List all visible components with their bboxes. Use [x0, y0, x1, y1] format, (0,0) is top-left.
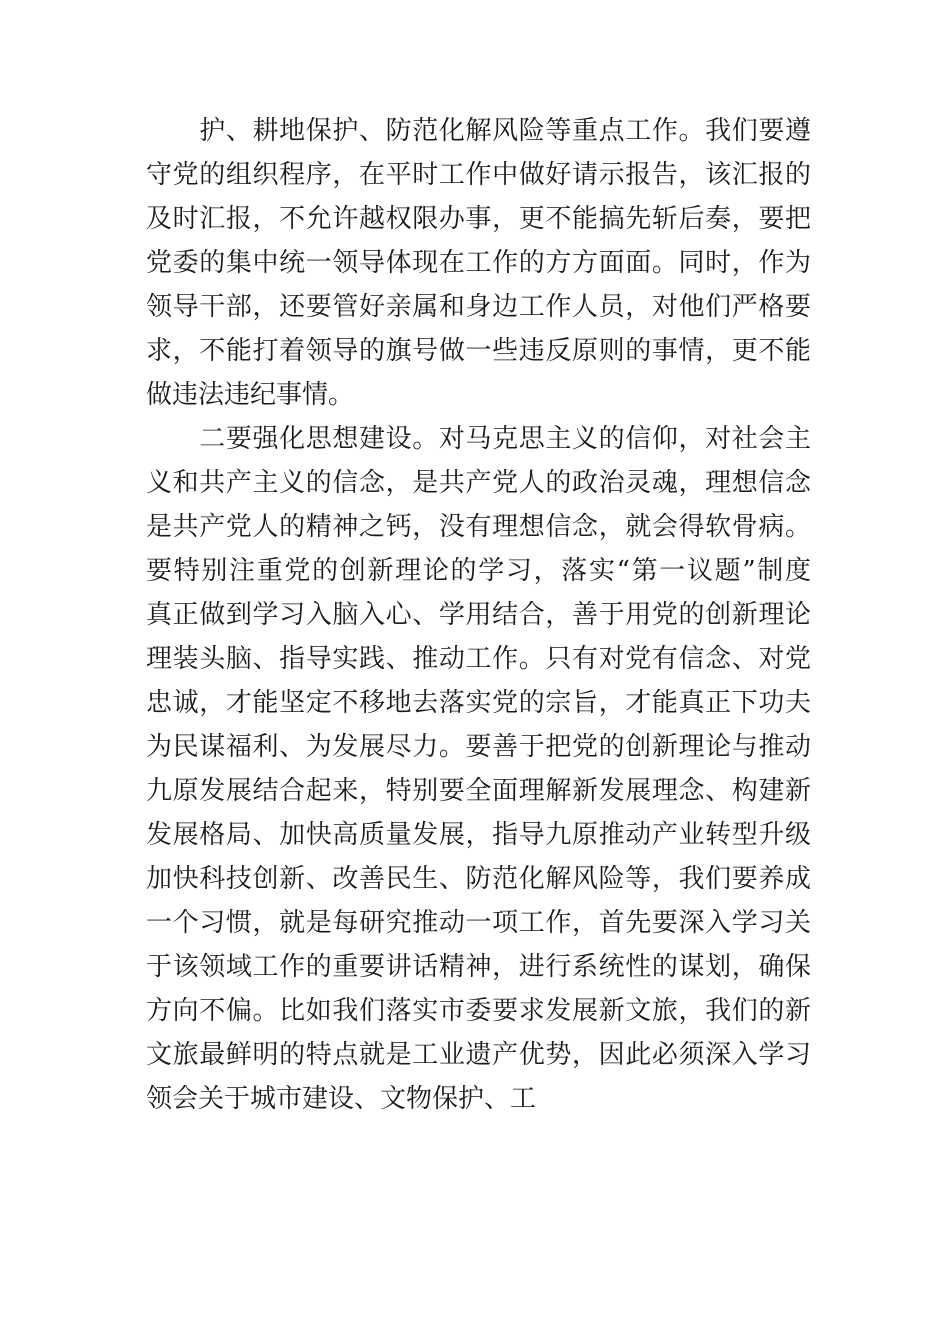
text-line: 求，不能打着领导的旗号做一些违反原则的事情，更不能	[146, 336, 811, 366]
text-line: 理装头脑、指导实践、推动工作。只有对党有信念、对党	[146, 644, 811, 674]
text-line: 领导干部，还要管好亲属和身边工作人员，对他们严格要	[146, 292, 811, 322]
text-line: 九原发展结合起来，特别要全面理解新发展理念、构建新	[146, 776, 811, 806]
text-line: 方向不偏。比如我们落实市委要求发展新文旅，我们的新	[146, 996, 811, 1026]
text-line: 党委的集中统一领导体现在工作的方方面面。同时，作为	[146, 248, 811, 278]
text-line: 义和共产主义的信念，是共产党人的政治灵魂，理想信念	[146, 468, 811, 498]
text-line: 于该领域工作的重要讲话精神，进行系统性的谋划，确保	[146, 952, 811, 982]
text-line: 是共产党人的精神之钙，没有理想信念，就会得软骨病。	[146, 512, 811, 542]
text-line: 一个习惯，就是每研究推动一项工作，首先要深入学习关	[146, 908, 811, 938]
text-line: 做违法违纪事情。	[146, 380, 355, 410]
text-line: 护、耕地保护、防范化解风险等重点工作。我们要遵	[146, 116, 811, 146]
paragraph-2	[146, 417, 811, 1121]
text-line: 为民谋福利、为发展尽力。要善于把党的创新理论与推动	[146, 732, 811, 762]
paragraph-1	[146, 109, 811, 417]
text-line: 领会关于城市建设、文物保护、工	[146, 1084, 537, 1114]
text-line: 真正做到学习入脑入心、学用结合，善于用党的创新理论	[146, 600, 811, 630]
text-line: 加快科技创新、改善民生、防范化解风险等，我们要养成	[146, 864, 811, 894]
document-body	[146, 109, 811, 1121]
text-line: 二要强化思想建设。对马克思主义的信仰，对社会主	[146, 424, 811, 454]
text-line: 及时汇报，不允许越权限办事，更不能搞先斩后奏，要把	[146, 204, 811, 234]
text-line: 要特别注重党的创新理论的学习，落实“第一议题”制度	[146, 556, 811, 586]
text-line: 守党的组织程序，在平时工作中做好请示报告，该汇报的	[146, 160, 811, 190]
text-line: 发展格局、加快高质量发展，指导九原推动产业转型升级	[146, 820, 811, 850]
text-line: 文旅最鲜明的特点就是工业遗产优势，因此必须深入学习	[146, 1040, 811, 1070]
text-line: 忠诚，才能坚定不移地去落实党的宗旨，才能真正下功夫	[146, 688, 811, 718]
